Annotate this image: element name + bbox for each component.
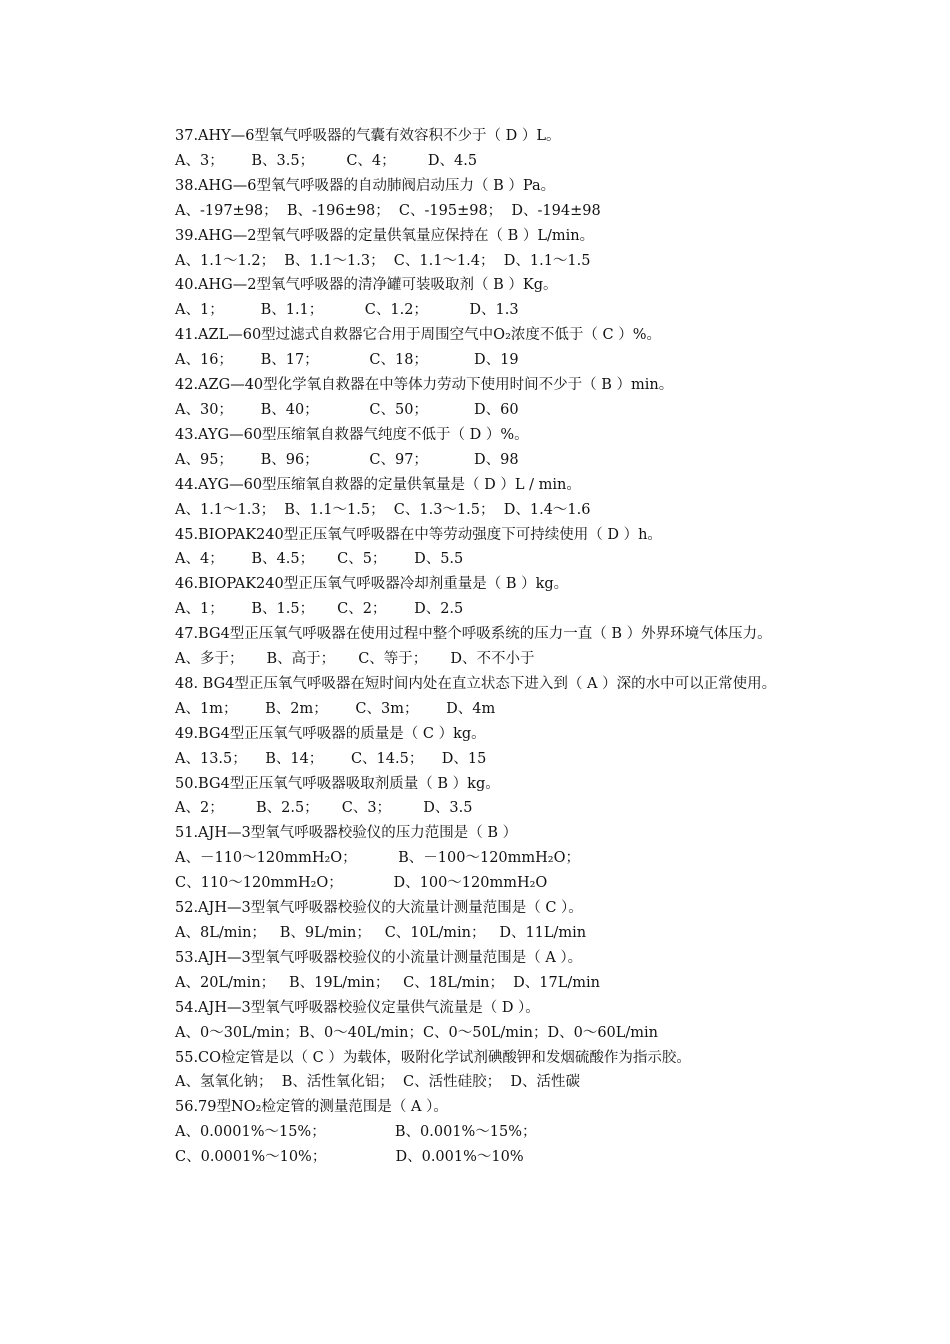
question-text: 41.AZL—60型过滤式自救器它合用于周围空气中O₂浓度不低于（ C ）%。	[175, 327, 661, 344]
answer-options: A、－110～120mmH₂O； B、－100～120mmH₂O；	[175, 850, 581, 867]
question-text: 52.AJH—3型氧气呼吸器校验仪的大流量计测量范围是（ C ）。	[175, 900, 583, 917]
answer-options: A、1； B、1.5； C、2； D、2.5	[175, 601, 464, 618]
answer-options: A、95； B、96； C、97； D、98	[175, 451, 519, 468]
answer-options: A、1.1～1.2； B、1.1～1.3； C、1.1～1.4； D、1.1～1.5	[175, 252, 591, 269]
question-text: 42.AZG—40型化学氧自救器在中等体力劳动下使用时间不少于（ B ）min。	[175, 377, 674, 394]
question-text: 45.BIOPAK240型正压氧气呼吸器在中等劳动强度下可持续使用（ D ）h。	[175, 526, 662, 543]
question-text: 54.AJH—3型氧气呼吸器校验仪定量供气流量是（ D ）。	[175, 999, 540, 1016]
question-text: 43.AYG—60型压缩氧自救器气纯度不低于（ D ）%。	[175, 426, 529, 443]
answer-options: A、氢氧化钠； B、活性氧化铝； C、活性硅胶； D、活性碳	[175, 1074, 580, 1091]
question-text: 37.AHY—6型氧气呼吸器的气囊有效容积不少于（ D ）L。	[175, 128, 561, 144]
answer-options: A、1； B、1.1； C、1.2； D、1.3	[175, 302, 519, 319]
answer-options: C、0.0001%～10%； D、0.001%～10%	[175, 1149, 524, 1166]
answer-options: A、2； B、2.5； C、3； D、3.5	[175, 800, 473, 817]
question-text: 48. BG4型正压氧气呼吸器在短时间内处在直立状态下进入到（ A ）深的水中可以正常使用。	[175, 675, 777, 692]
answer-options: A、0～30L/min；B、0～40L/min；C、0～50L/min；D、0～60L/min	[175, 1024, 659, 1041]
question-text: 50.BG4型正压氧气呼吸器吸取剂质量（ B ）kg。	[175, 775, 500, 792]
answer-options: A、20L/min； B、19L/min； C、18L/min； D、17L/min	[175, 974, 600, 991]
answer-options: C、110～120mmH₂O； D、100～120mmH₂O	[175, 875, 548, 892]
question-text: 51.AJH—3型氧气呼吸器校验仪的压力范围是（ B ）	[175, 825, 518, 842]
question-text: 55.CO检定管是以（ C ）为载体，吸附化学试剂碘酸钾和发烟硫酸作为指示胶。	[175, 1049, 691, 1066]
question-text: 49.BG4型正压氧气呼吸器的质量是（ C ）kg。	[175, 725, 486, 742]
answer-options: A、-197±98； B、-196±98； C、-195±98； D、-194±98	[175, 202, 601, 219]
question-text: 47.BG4型正压氧气呼吸器在使用过程中整个呼吸系统的压力一直（ B ）外界环境气体压力。	[175, 626, 772, 643]
question-text: 53.AJH—3型氧气呼吸器校验仪的小流量计测量范围是（ A ）。	[175, 949, 583, 966]
answer-options: A、多于； B、高于； C、等于； D、不不小于	[175, 651, 535, 668]
answer-options: A、0.0001%～15%； B、0.001%～15%；	[175, 1124, 537, 1141]
question-text: 38.AHG—6型氧气呼吸器的自动肺阀启动压力（ B ）Pa。	[175, 177, 556, 194]
question-text: 39.AHG—2型氧气呼吸器的定量供氧量应保持在（ B ）L/min。	[175, 227, 595, 244]
document-body	[145, 124, 810, 1170]
answer-options: A、1m； B、2m； C、3m； D、4m	[175, 700, 496, 717]
answer-options: A、13.5； B、14； C、14.5； D、15	[175, 750, 487, 767]
answer-options: A、16； B、17； C、18； D、19	[175, 352, 519, 369]
answer-options: A、30； B、40； C、50； D、60	[175, 401, 519, 418]
question-text: 46.BIOPAK240型正压氧气呼吸器冷却剂重量是（ B ）kg。	[175, 576, 569, 593]
answer-options: A、3； B、3.5； C、4； D、4.5	[175, 152, 478, 169]
answer-options: A、8L/min； B、9L/min； C、10L/min； D、11L/min	[175, 925, 587, 941]
question-text: 40.AHG—2型氧气呼吸器的清净罐可装吸取剂（ B ）Kg。	[175, 277, 558, 294]
question-text: 44.AYG—60型压缩氧自救器的定量供氧量是（ D ）L / min。	[175, 476, 581, 493]
question-text: 56.79型NO₂检定管的测量范围是（ A ）。	[175, 1099, 448, 1116]
answer-options: A、4； B、4.5； C、5； D、5.5	[175, 551, 464, 568]
answer-options: A、1.1～1.3； B、1.1～1.5； C、1.3～1.5； D、1.4～1.6	[175, 501, 591, 518]
